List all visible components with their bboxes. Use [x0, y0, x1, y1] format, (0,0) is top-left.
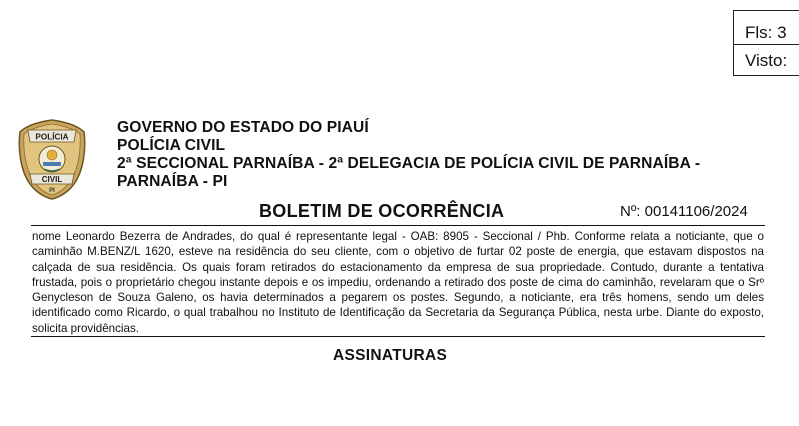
document-number: Nº: 00141106/2024: [620, 203, 748, 220]
report-narrative: nome Leonardo Bezerra de Andrades, do qual é representante legal - OAB: 8905 - Seccional / Phb. Conforme relata a noticiante, que o caminhão M.BENZ/L 1620, esteve na residência do seu cliente, com o objetivo de furtar 02 poste de energia, que estavam dispostos na calçada de sua residência. Os quais foram retirados do estacionamento da empresa de sua propriedade. Contudo, durante a tentativa frustada, pois o proprietário chegou instante depois e os impediu, ordenando a retirado dos poste de cima do caminhão, revelaram que o Srº Genycleson de Souza Galeno, os havia determinados a pegarem os postes. Segundo, a noticiante, era três homens, sendo um deles identificado como Ricardo, o qual trabalhou no Instituto de Identificação da Secretaria da Segurança Pública, nesta urbe. Diante do exposto, solicita providências.: [32, 230, 764, 335]
header-government: GOVERNO DO ESTADO DO PIAUÍ: [117, 119, 369, 136]
badge-middle-text: CIVIL: [41, 175, 63, 184]
folio-visto-label: Visto:: [745, 51, 788, 70]
folio-box: [733, 10, 799, 76]
header-police: POLÍCIA CIVIL: [117, 137, 226, 154]
document-title: BOLETIM DE OCORRÊNCIA: [259, 201, 505, 221]
badge-bottom-text: PI: [49, 188, 55, 194]
badge-top-text: POLÍCIA: [35, 132, 69, 142]
police-badge-logo: [16, 118, 88, 200]
signatures-divider: [31, 336, 765, 337]
title-divider: [31, 225, 765, 226]
signatures-heading: ASSINATURAS: [333, 347, 448, 364]
header-precinct: 2ª SECCIONAL PARNAÍBA - 2ª DELEGACIA DE POLÍCIA CIVIL DE PARNAÍBA -: [117, 155, 701, 172]
folio-divider: [734, 44, 799, 45]
header-city: PARNAÍBA - PI: [117, 173, 228, 190]
folio-fls-label: Fls: 3: [745, 23, 787, 42]
